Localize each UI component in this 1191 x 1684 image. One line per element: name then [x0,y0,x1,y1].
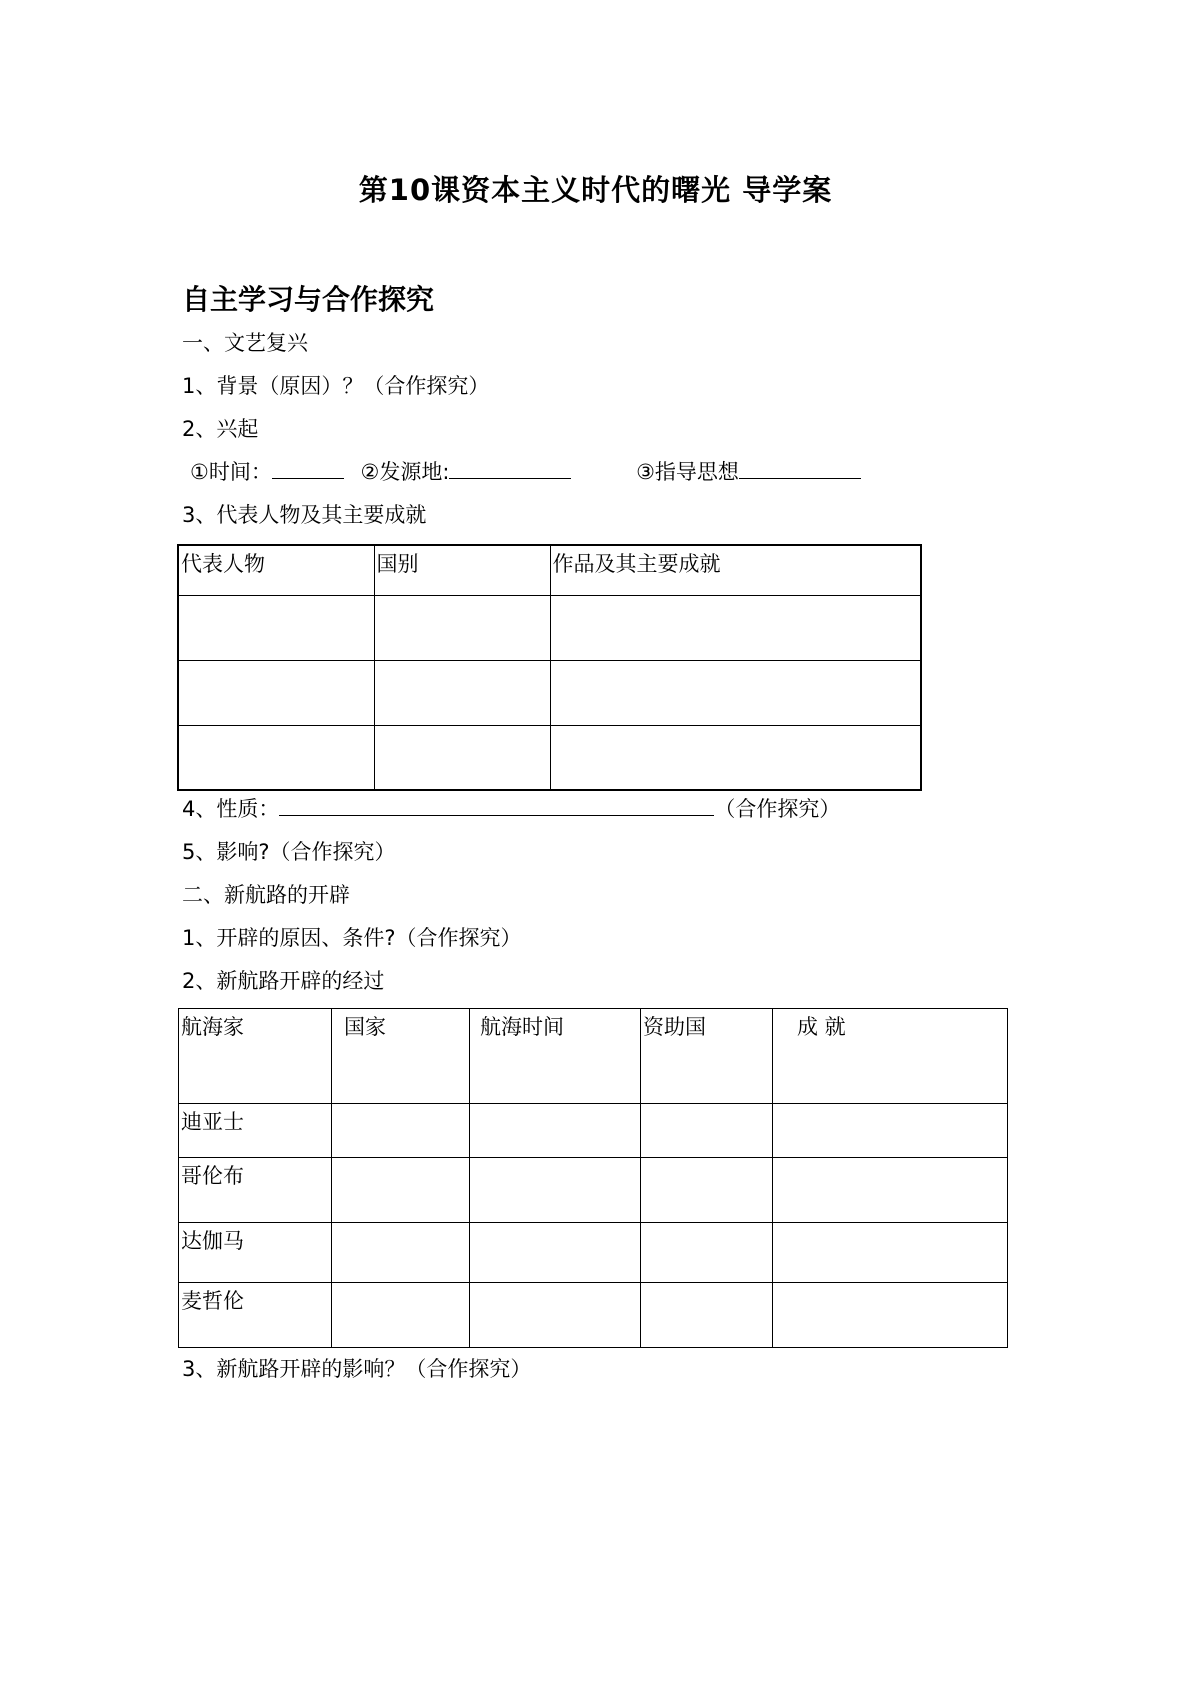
table-cell[interactable] [470,1223,641,1283]
part2-question-1: 1、开辟的原因、条件?（合作探究） [182,926,522,950]
table-cell[interactable] [332,1223,470,1283]
part1-question-2: 2、兴起 [182,417,259,441]
column-header: 资助国 [641,1009,773,1104]
fill-guide-blank[interactable] [739,458,861,479]
table-cell[interactable] [773,1158,1008,1223]
fill-origin-blank[interactable] [449,458,571,479]
table-cell[interactable] [332,1283,470,1348]
navigator-name: 迪亚士 [179,1104,332,1158]
part1-question-5: 5、影响?（合作探究） [182,840,396,864]
fill-time-blank[interactable] [272,458,344,479]
column-header: 作品及其主要成就 [550,545,921,595]
table-row [179,1283,1008,1348]
part2-heading: 二、新航路的开辟 [182,883,350,907]
table-row [179,1223,1008,1283]
table-row [178,725,921,790]
table-cell[interactable] [374,725,550,790]
table-cell[interactable] [550,660,921,725]
page-title: 第10课资本主义时代的曙光 导学案 [358,173,833,207]
table-cell[interactable] [470,1158,641,1223]
table-cell[interactable] [470,1283,641,1348]
part1-question-3: 3、代表人物及其主要成就 [182,503,427,527]
fill-origin-label: ②发源地: [360,460,450,484]
column-header: 航海时间 [470,1009,641,1104]
table-row [178,660,921,725]
part2-question-2: 2、新航路开辟的经过 [182,969,385,993]
nature-blank[interactable] [279,795,714,816]
rise-fill-row [190,458,861,486]
table-cell[interactable] [641,1104,773,1158]
table-cell[interactable] [641,1283,773,1348]
table-header-row [179,1009,1008,1104]
column-header: 国别 [374,545,550,595]
table-cell[interactable] [332,1104,470,1158]
fill-guide-label: ③指导思想 [636,460,739,484]
question-4-suffix: （合作探究） [714,797,841,821]
part1-heading: 一、文艺复兴 [182,331,308,355]
table-row [179,1104,1008,1158]
table-cell[interactable] [178,595,374,660]
table-cell[interactable] [550,725,921,790]
table-cell[interactable] [641,1223,773,1283]
table-cell[interactable] [773,1283,1008,1348]
table-cell[interactable] [178,660,374,725]
table-cell[interactable] [470,1104,641,1158]
table-cell[interactable] [773,1104,1008,1158]
part1-question-1: 1、背景（原因）？（合作探究） [182,374,490,398]
part1-question-4 [182,795,840,823]
navigator-name: 麦哲伦 [179,1283,332,1348]
new-routes-table [178,1008,1008,1348]
fill-time-label: ①时间： [190,460,272,484]
table-cell[interactable] [374,595,550,660]
table-cell[interactable] [374,660,550,725]
table-row [178,595,921,660]
table-header-row [178,545,921,595]
renaissance-figures-table [177,544,922,791]
table-cell[interactable] [550,595,921,660]
column-header: 国家 [332,1009,470,1104]
table-row [179,1158,1008,1223]
table-cell[interactable] [178,725,374,790]
part2-question-3: 3、新航路开辟的影响？（合作探究） [182,1357,532,1381]
table-cell[interactable] [641,1158,773,1223]
navigator-name: 哥伦布 [179,1158,332,1223]
column-header: 成 就 [773,1009,1008,1104]
table-cell[interactable] [773,1223,1008,1283]
section-heading: 自主学习与合作探究 [182,283,435,316]
question-4-label: 4、性质： [182,797,280,821]
table-cell[interactable] [332,1158,470,1223]
navigator-name: 达伽马 [179,1223,332,1283]
column-header: 代表人物 [178,545,374,595]
column-header: 航海家 [179,1009,332,1104]
